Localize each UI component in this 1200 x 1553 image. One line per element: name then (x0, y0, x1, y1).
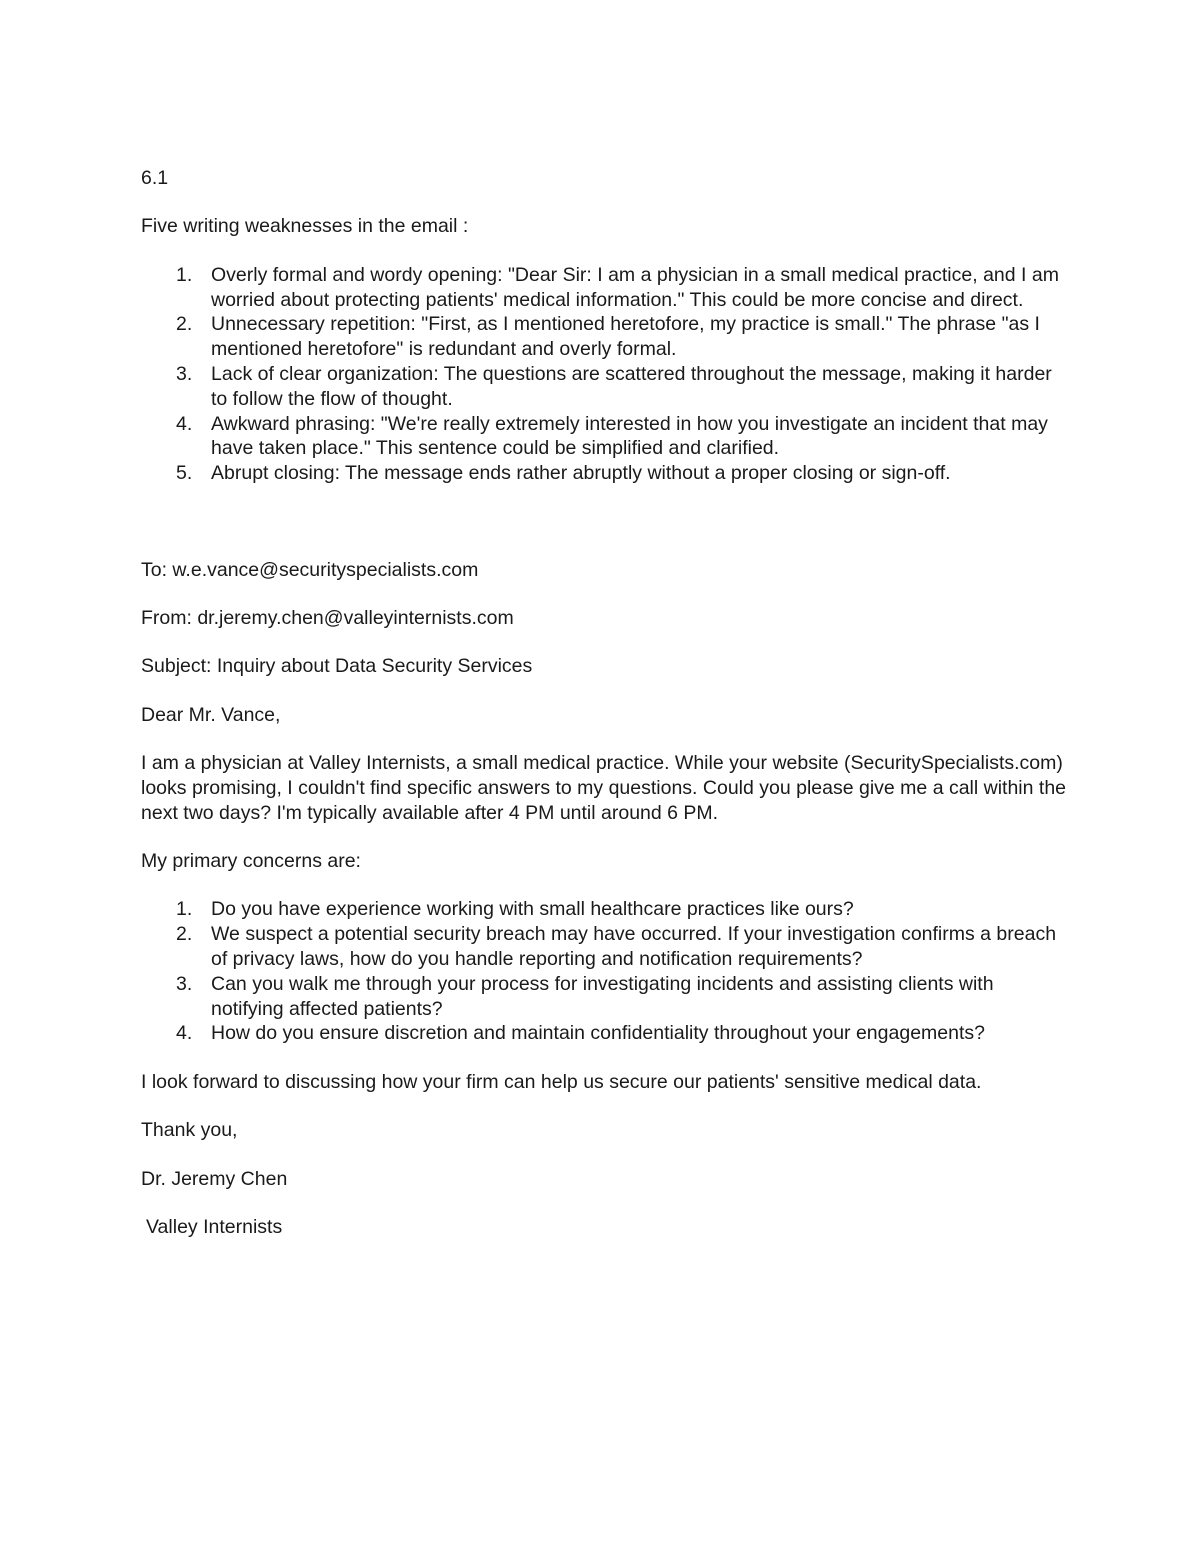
list-item-number: 3. (176, 362, 193, 385)
document-page (141, 166, 1071, 1263)
list-item (141, 412, 1071, 462)
email-concerns-heading: My primary concerns are: (141, 850, 361, 873)
email-closing-paragraph: I look forward to discussing how your firm can help us secure our patients' sensitive medical data. (141, 1070, 982, 1093)
email-signoff: Thank you, (141, 1119, 238, 1142)
list-item-text: We suspect a potential security breach may have occurred. If your investigation confirms a breach of privacy laws, how do you handle reporting and notification requirements? (211, 923, 1057, 971)
concerns-list (141, 897, 1071, 1046)
list-item-number: 1. (176, 898, 193, 921)
list-item-text: Do you have experience working with small healthcare practices like ours? (211, 898, 854, 921)
list-item (141, 1021, 1071, 1046)
list-item-text: Awkward phrasing: "We're really extremely interested in how you investigate an incident that may have taken place." This sentence could be simplified and clarified. (211, 412, 1048, 460)
weaknesses-list (141, 263, 1071, 486)
list-item-text: Overly formal and wordy opening: "Dear Sir: I am a physician in a small medical practice, and I am worried about protecting patients' medical information." This could be more concise and direct. (211, 263, 1059, 311)
list-item (141, 922, 1071, 972)
list-item-number: 5. (176, 462, 193, 485)
list-item (141, 362, 1071, 412)
email-intro-paragraph: I am a physician at Valley Internists, a small medical practice. While your website (SecuritySpecialists.com) looks promising, I couldn't find specific answers to my questions. Could you please give me a call within the next two days? I'm typically available after 4 PM until around 6 PM. (141, 752, 1067, 824)
list-item-text: Abrupt closing: The message ends rather abruptly without a proper closing or sign-off. (211, 462, 951, 485)
list-item-number: 2. (176, 313, 193, 336)
list-item (141, 263, 1071, 313)
email-to-line: To: w.e.vance@securityspecialists.com (141, 558, 479, 581)
list-item (141, 461, 1071, 486)
email-signature-org: Valley Internists (146, 1216, 283, 1239)
list-item-number: 2. (176, 923, 193, 946)
email-salutation: Dear Mr. Vance, (141, 703, 281, 726)
list-item (141, 312, 1071, 362)
email-from-line: From: dr.jeremy.chen@valleyinternists.com (141, 606, 514, 629)
section-spacer (141, 510, 1071, 558)
list-item-number: 1. (176, 263, 193, 286)
list-item-number: 4. (176, 412, 193, 435)
list-item-number: 3. (176, 972, 193, 995)
email-subject-line: Subject: Inquiry about Data Security Services (141, 655, 533, 678)
list-item-text: Unnecessary repetition: "First, as I mentioned heretofore, my practice is small." The phrase "as I mentioned heretofore" is redundant and overly formal. (211, 313, 1040, 361)
list-item-text: How do you ensure discretion and maintain confidentiality throughout your engagements? (211, 1022, 985, 1045)
list-item-text: Lack of clear organization: The questions are scattered throughout the message, making it harder to follow the flow of thought. (211, 362, 1052, 410)
list-item (141, 972, 1071, 1022)
section-number: 6.1 (141, 167, 169, 189)
list-item (141, 897, 1071, 922)
list-item-number: 4. (176, 1022, 193, 1045)
list-item-text: Can you walk me through your process for investigating incidents and assisting clients with notifying affected patients? (211, 972, 994, 1020)
email-signature-name: Dr. Jeremy Chen (141, 1167, 288, 1190)
weaknesses-heading: Five writing weaknesses in the email : (141, 215, 469, 238)
